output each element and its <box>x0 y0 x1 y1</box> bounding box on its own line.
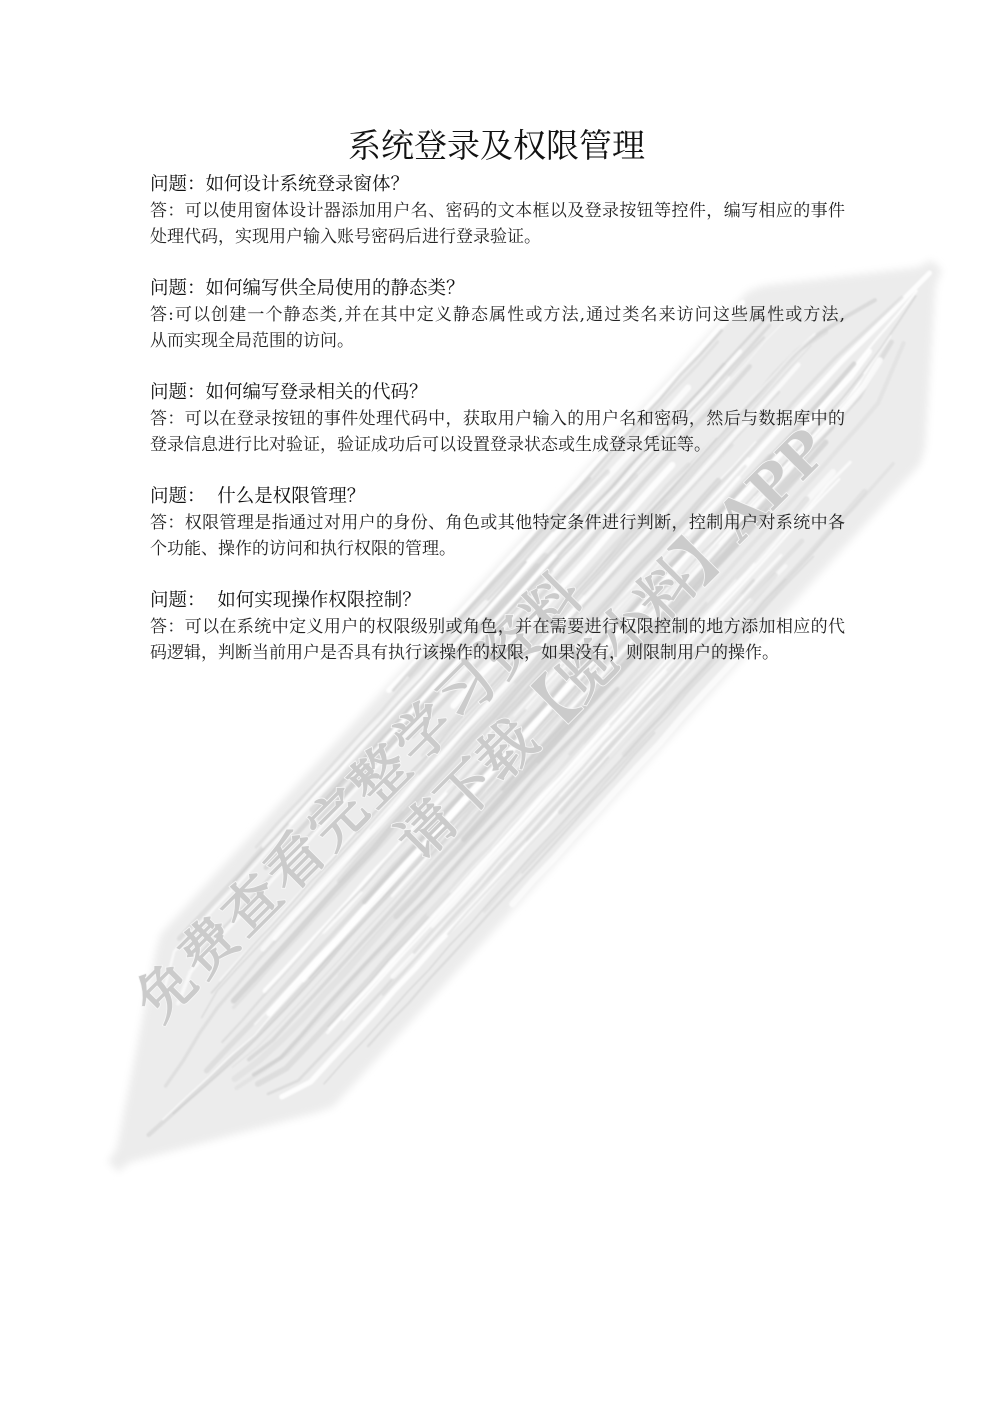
answer-line: 答：权限管理是指通过对用户的身份、角色或其他特定条件进行判断，控制用户对系统中各 <box>150 513 845 533</box>
question-heading: 问题：如何编写供全局使用的静态类？ <box>150 278 465 299</box>
watermark-line-2: 请下载【览小料】APP <box>383 416 841 874</box>
question-heading: 问题： 什么是权限管理？ <box>150 486 366 507</box>
watermark-line-1: 免费查看完整学习资料 <box>123 561 596 1034</box>
qa-item <box>150 484 845 562</box>
question-heading: 问题：如何编写登录相关的代码？ <box>150 382 428 403</box>
question-heading: 问题： 如何实现操作权限控制？ <box>150 590 421 611</box>
qa-item <box>150 380 845 458</box>
qa-list <box>150 172 845 692</box>
answer-line: 答：可以使用窗体设计器添加用户名、密码的文本框以及登录按钮等控件，编写相应的事件 <box>150 201 845 221</box>
answer-line: 答：可以在登录按钮的事件处理代码中，获取用户输入的用户名和密码，然后与数据库中的 <box>150 409 845 429</box>
document-title: 系统登录及权限管理 <box>348 126 645 165</box>
qa-item <box>150 276 845 354</box>
qa-item <box>150 172 845 250</box>
answer-line: 处理代码，实现用户输入账号密码后进行登录验证。 <box>150 227 541 247</box>
question-heading: 问题：如何设计系统登录窗体？ <box>150 174 410 195</box>
qa-item <box>150 588 845 666</box>
answer-line: 答:可以创建一个静态类,并在其中定义静态属性或方法,通过类名来访问这些属性或方法, <box>150 305 845 325</box>
answer-line: 答：可以在系统中定义用户的权限级别或角色，并在需要进行权限控制的地方添加相应的代 <box>150 617 845 637</box>
answer-line: 从而实现全局范围的访问。 <box>150 331 354 351</box>
answer-line: 码逻辑，判断当前用户是否具有执行该操作的权限，如果没有，则限制用户的操作。 <box>150 643 779 663</box>
answer-line: 登录信息进行比对验证，验证成功后可以设置登录状态或生成登录凭证等。 <box>150 435 711 455</box>
answer-line: 个功能、操作的访问和执行权限的管理。 <box>150 539 456 559</box>
